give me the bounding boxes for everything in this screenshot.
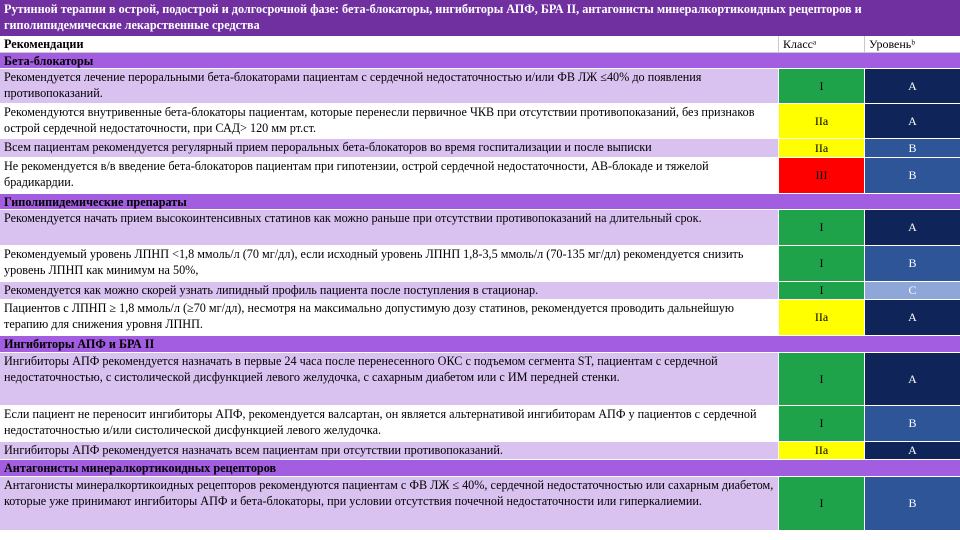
- level-cell: A: [864, 104, 960, 138]
- row-text: Ингибиторы АПФ рекомендуется назначать в первые 24 часа после перенесенного ОКС с подъемом сегмента ST, пациентам с сердечной недостаточностью, с систолической дисфункцией левого желудочка, с сахарным диабетом или с ИМ передней стенки.: [0, 353, 778, 405]
- table-row: [0, 69, 960, 104]
- header-row: [0, 36, 960, 53]
- level-cell: B: [864, 246, 960, 281]
- level-cell: A: [864, 353, 960, 405]
- section-ace-inhibitors: [0, 336, 960, 353]
- table-row: [0, 477, 960, 531]
- row-text: Ингибиторы АПФ рекомендуется назначать всем пациентам при отсутствии противопоказаний.: [0, 442, 778, 459]
- level-cell: B: [864, 406, 960, 441]
- level-cell: B: [864, 158, 960, 193]
- table-row: [0, 104, 960, 139]
- class-cell: I: [778, 353, 864, 405]
- row-text: Не рекомендуется в/в введение бета-блокаторов пациентам при гипотензии, острой сердечной недостаточности, АВ-блокаде и тяжелой брадикардии.: [0, 158, 778, 193]
- table-row: [0, 246, 960, 282]
- class-cell: IIa: [778, 442, 864, 459]
- level-cell: A: [864, 210, 960, 245]
- class-cell: III: [778, 158, 864, 193]
- class-cell: IIa: [778, 104, 864, 138]
- table-row: [0, 353, 960, 406]
- section-title: Бета-блокаторы: [4, 54, 94, 68]
- section-mra: [0, 460, 960, 477]
- table-row: [0, 139, 960, 158]
- row-text: Рекомендуются внутривенные бета-блокаторы пациентам, которые перенесли первичное ЧКВ при отсутствии противопоказаний, без признаков острой сердечной недостаточности, при САД> 120 мм рт.ст.: [0, 104, 778, 138]
- table-row: [0, 300, 960, 336]
- header-level: Уровеньᵇ: [864, 36, 960, 52]
- header-recommendations: Рекомендации: [4, 37, 84, 51]
- section-beta-blockers: [0, 53, 960, 69]
- class-cell: I: [778, 210, 864, 245]
- row-text: Рекомендуется начать прием высокоинтенсивных статинов как можно раньше при отсутствии противопоказаний на длительный срок.: [0, 210, 778, 245]
- class-cell: IIa: [778, 139, 864, 157]
- row-text: Пациентов с ЛПНП ≥ 1,8 ммоль/л (≥70 мг/дл), несмотря на максимально допустимую дозу статинов, рекомендуется проводить дальнейшую терапию для снижения уровня ЛПНП.: [0, 300, 778, 335]
- level-cell: A: [864, 69, 960, 103]
- class-cell: I: [778, 282, 864, 299]
- table-row: [0, 282, 960, 300]
- class-cell: IIa: [778, 300, 864, 335]
- level-cell: A: [864, 300, 960, 335]
- row-text: Всем пациентам рекомендуется регулярный прием пероральных бета-блокаторов во время госпитализации и после выписки: [0, 139, 778, 157]
- section-lipid-lowering: [0, 194, 960, 210]
- table-row: [0, 442, 960, 460]
- row-text: Рекомендуется как можно скорей узнать липидный профиль пациента после поступления в стационар.: [0, 282, 778, 299]
- row-text: Рекомендуемый уровень ЛПНП <1,8 ммоль/л (70 мг/дл), если исходный уровень ЛПНП 1,8-3,5 ммоль/л (70-135 мг/дл) рекомендуется снизить уровень ЛПНП как минимум на 50%,: [0, 246, 778, 281]
- level-cell: B: [864, 477, 960, 530]
- row-text: Если пациент не переносит ингибиторы АПФ, рекомендуется валсартан, он является альтернативой ингибиторам АПФ у пациентов с сердечной недостаточностью и/или систолической дисфункцией левого желудочка.: [0, 406, 778, 441]
- class-cell: I: [778, 406, 864, 441]
- table-row: [0, 406, 960, 442]
- section-title: Гиполипидемические препараты: [4, 195, 187, 209]
- class-cell: I: [778, 246, 864, 281]
- table-title: Рутинной терапии в острой, подострой и долгосрочной фазе: бета-блокаторы, ингибиторы АПФ, БРА II, антагонисты минералкортикоидных рецепторов и гиполипидемические лекарственные средства: [0, 0, 960, 36]
- level-cell: C: [864, 282, 960, 299]
- level-cell: A: [864, 442, 960, 459]
- section-title: Ингибиторы АПФ и БРА II: [4, 337, 155, 351]
- section-title: Антагонисты минералкортикоидных рецепторов: [4, 461, 277, 475]
- row-text: Антагонисты минералкортикоидных рецепторов рекомендуются пациентам с ФВ ЛЖ ≤ 40%, сердечной недостаточностью или сахарным диабетом, которые уже принимают ингибиторы АПФ и бета-блокаторы, при условии отсутствия почечной недостаточности или гиперкалиемии.: [0, 477, 778, 530]
- row-text: Рекомендуется лечение пероральными бета-блокаторами пациентам с сердечной недостаточностью и/или ФВ ЛЖ ≤40% до появления противопоказаний.: [0, 69, 778, 103]
- class-cell: I: [778, 69, 864, 103]
- level-cell: B: [864, 139, 960, 157]
- table-row: [0, 158, 960, 194]
- table-row: [0, 210, 960, 246]
- class-cell: I: [778, 477, 864, 530]
- header-class: Классᵃ: [778, 36, 864, 52]
